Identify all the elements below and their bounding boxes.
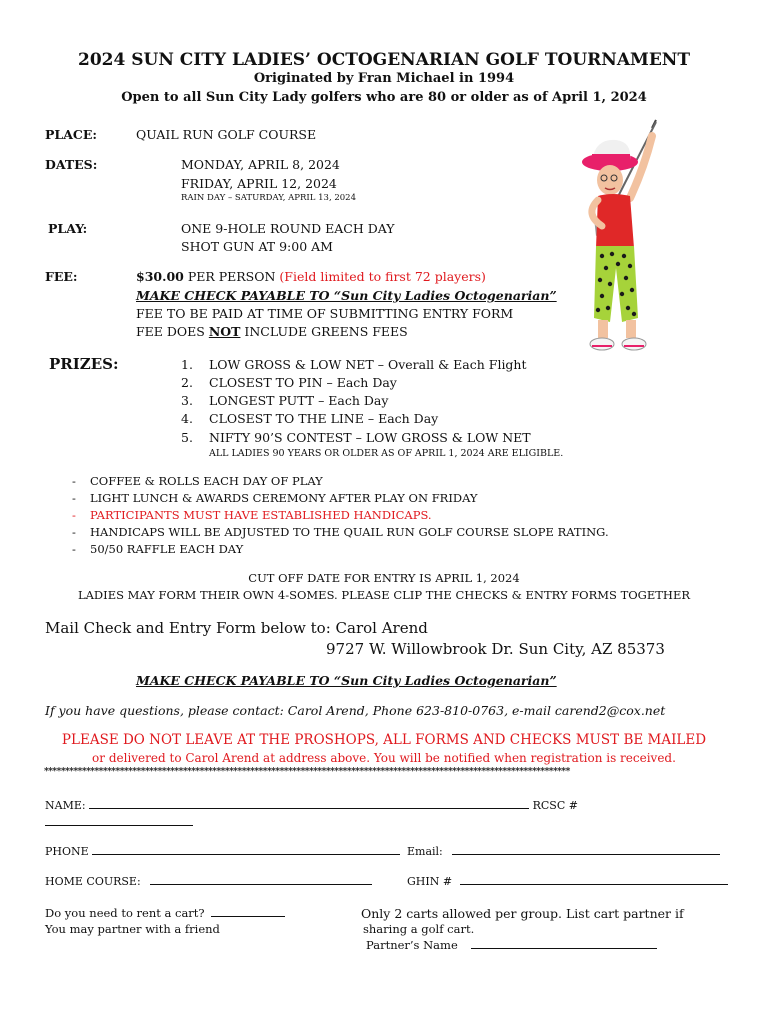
partner-name-field[interactable] — [471, 938, 657, 949]
face-icon — [597, 165, 623, 195]
shirt-icon — [596, 194, 634, 248]
contact-line: If you have questions, please contact: Carol Arend, Phone 623-810-0763, e-mail carend2@cox.net — [45, 703, 666, 718]
cart-question: Do you need to rent a cart? — [45, 906, 205, 920]
fee-greens-not: NOT — [208, 324, 241, 339]
payable-repeat: MAKE CHECK PAYABLE TO “Sun City Ladies Octogenarian” — [136, 673, 557, 688]
fee-label: FEE: — [45, 269, 78, 284]
phone-row — [45, 844, 400, 858]
cart-answer-field[interactable] — [211, 906, 285, 917]
phone-label: PHONE — [45, 845, 89, 858]
ghin-row — [407, 874, 728, 888]
fee-payable: MAKE CHECK PAYABLE TO “Sun City Ladies Octogenarian” — [136, 288, 557, 303]
place-label: PLACE: — [45, 127, 97, 142]
fee-greens — [136, 324, 408, 339]
play-round: ONE 9-HOLE ROUND EACH DAY — [181, 221, 395, 236]
sharing-cart: sharing a golf cart. — [363, 922, 475, 936]
cutoff-date: CUT OFF DATE FOR ENTRY IS APRIL 1, 2024 — [248, 571, 520, 585]
email-label: Email: — [407, 845, 443, 858]
name-row — [45, 798, 578, 812]
page-title: 2024 SUN CITY LADIES’ OCTOGENARIAN GOLF TOURNAMENT — [78, 50, 690, 70]
mail-to: Mail Check and Entry Form below to: Carol Arend — [45, 619, 428, 637]
play-label: PLAY: — [48, 221, 88, 236]
prize-item: 1. LOW GROSS & LOW NET – Overall & Each Flight — [181, 357, 527, 372]
play-shotgun: SHOT GUN AT 9:00 AM — [181, 239, 333, 254]
name-label: NAME: — [45, 799, 86, 812]
prize-item: 4. CLOSEST TO THE LINE – Each Day — [181, 411, 439, 426]
date-friday: FRIDAY, APRIL 12, 2024 — [181, 176, 337, 191]
shoe-icon — [622, 338, 646, 350]
partner-name-label: Partner’s Name — [366, 938, 458, 952]
mail-address: 9727 W. Willowbrook Dr. Sun City, AZ 85373 — [326, 640, 665, 658]
email-row — [407, 844, 720, 858]
prize-note: ALL LADIES 90 YEARS OR OLDER AS OF APRIL 1, 2024 ARE ELIGIBLE. — [209, 448, 564, 459]
fee-greens-b: INCLUDE GREENS FEES — [240, 324, 408, 339]
lady-golfer-illustration — [572, 118, 682, 358]
rain-day: RAIN DAY – SATURDAY, APRIL 13, 2024 — [181, 193, 356, 203]
name-field[interactable] — [89, 798, 529, 809]
prize-item: 3. LONGEST PUTT – Each Day — [181, 393, 389, 408]
rcsc-label: RCSC # — [532, 799, 578, 812]
date-monday: MONDAY, APRIL 8, 2024 — [181, 157, 340, 172]
ghin-field[interactable] — [460, 874, 728, 885]
fee-greens-a: FEE DOES — [136, 324, 209, 339]
rcsc-field-row — [45, 815, 193, 829]
warning-line2: or delivered to Carol Arend at address above. You will be notified when registration is received. — [92, 751, 676, 765]
rcsc-field[interactable] — [45, 815, 193, 826]
bullet-item: - 50/50 RAFFLE EACH DAY — [72, 542, 244, 556]
bullet-item: - PARTICIPANTS MUST HAVE ESTABLISHED HANDICAPS. — [72, 508, 432, 522]
home-course-field[interactable] — [150, 874, 372, 885]
prizes-label: PRIZES: — [49, 355, 119, 373]
dates-label: DATES: — [45, 157, 98, 172]
home-course-label: HOME COURSE: — [45, 875, 141, 888]
partner-friend: You may partner with a friend — [45, 922, 220, 936]
shoe-icon — [590, 338, 614, 350]
home-course-row — [45, 874, 372, 888]
cart-question-row — [45, 906, 285, 920]
fee-per-person: PER PERSON — [183, 269, 280, 284]
carts-allowed: Only 2 carts allowed per group. List cart partner if — [361, 906, 684, 921]
fee-limit: (Field limited to first 72 players) — [279, 269, 486, 284]
prize-item: 2. CLOSEST TO PIN – Each Day — [181, 375, 397, 390]
prize-item: 5. NIFTY 90’S CONTEST – LOW GROSS & LOW NET — [181, 430, 531, 445]
fee-line — [136, 269, 486, 284]
place-value: QUAIL RUN GOLF COURSE — [136, 127, 317, 142]
email-field[interactable] — [452, 844, 720, 855]
foursomes-note: LADIES MAY FORM THEIR OWN 4-SOMES. PLEASE CLIP THE CHECKS & ENTRY FORMS TOGETHER — [77, 588, 690, 602]
ghin-label: GHIN # — [407, 875, 453, 888]
bullet-item: - LIGHT LUNCH & AWARDS CEREMONY AFTER PLAY ON FRIDAY — [72, 491, 478, 505]
divider: ***************************************************************************************************************************** — [44, 767, 570, 777]
phone-field[interactable] — [92, 844, 400, 855]
partner-name-row — [366, 938, 657, 952]
warning-line1: PLEASE DO NOT LEAVE AT THE PROSHOPS, ALL FORMS AND CHECKS MUST BE MAILED — [61, 732, 707, 748]
bullet-item: - COFFEE & ROLLS EACH DAY OF PLAY — [72, 474, 323, 488]
fee-paid-when: FEE TO BE PAID AT TIME OF SUBMITTING ENTRY FORM — [136, 306, 514, 321]
originated-line: Originated by Fran Michael in 1994 — [253, 71, 515, 86]
eligibility-line: Open to all Sun City Lady golfers who are 80 or older as of April 1, 2024 — [121, 90, 647, 105]
fee-amount: $30.00 — [136, 269, 184, 284]
bullet-item: - HANDICAPS WILL BE ADJUSTED TO THE QUAIL RUN GOLF COURSE SLOPE RATING. — [72, 525, 609, 539]
